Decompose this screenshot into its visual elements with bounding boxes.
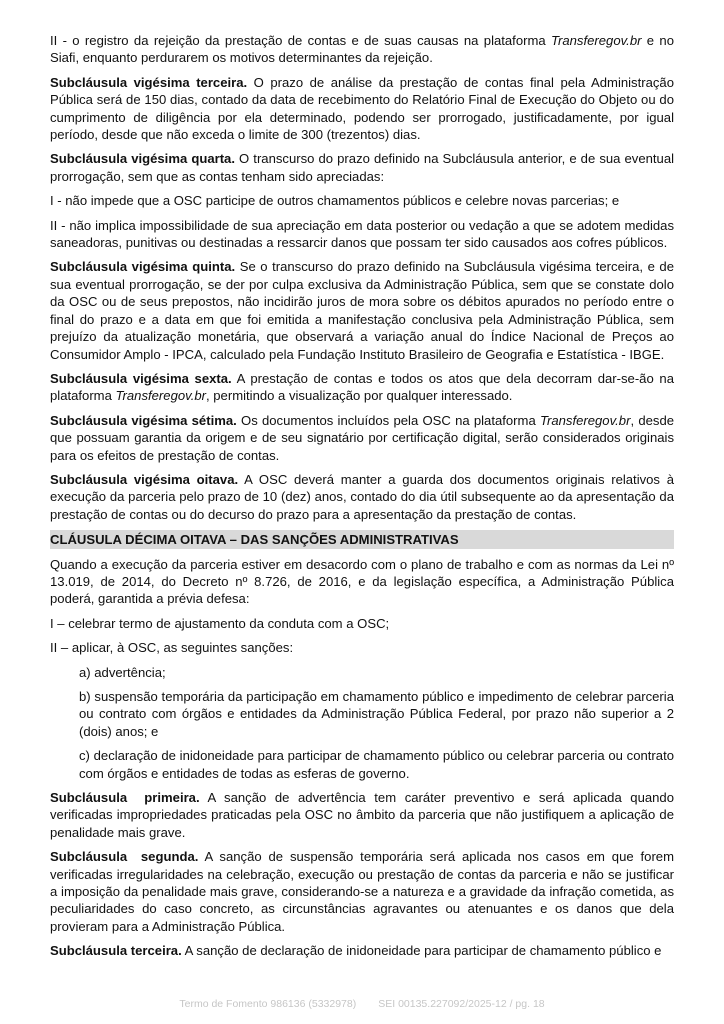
subclause-title: Subcláusula vigésima terceira. (50, 74, 248, 90)
clause-heading: CLÁUSULA DÉCIMA OITAVA – DAS SANÇÕES ADMINISTRATIVAS (50, 530, 674, 548)
subclause-first: Subcláusula primeira. A sanção de advertência tem caráter preventivo e será aplicada quando verificadas impropriedades praticadas pela OSC no âmbito da parceria que não justifiquem a aplicação de penalidade mais grave. (50, 790, 674, 840)
subclause-27: Subcláusula vigésima sétima. Os documentos incluídos pela OSC na plataforma Transferegov.br, desde que possuam garantia da origem e de seu signatário por certificação digital, serão considerados originais para os efeitos de prestação de contas. (50, 412, 675, 463)
item-ii: II - não implica impossibilidade de sua apreciação em data posterior ou vedação a que se adotem medidas saneadoras, punitivas ou destinadas a ressarcir danos que possam ter sido causados aos cofres públicos. (50, 217, 674, 251)
subclause-title: Subcláusula vigésima quarta. (50, 151, 235, 167)
footer-sei-page: SEI 00135.227092/2025-12 / pg. 18 (378, 998, 545, 1010)
sanction-item-b: b) suspensão temporária da participação em chamamento público e impedimento de celebrar parceria ou contrato com órgãos e entidades da Administração Pública Federal, por prazo não superior a 2 (dois) anos; e (79, 689, 674, 739)
subclause-title: Subcláusula vigésima quinta. (50, 259, 236, 275)
subclause-title: Subcláusula terceira. (50, 943, 182, 959)
sanction-item-a: a) advertência; (79, 664, 166, 680)
subclause-third: Subcláusula terceira. A sanção de declaração de inidoneidade para participar de chamamento público e (50, 943, 662, 959)
platform-name: Transferegov.br (539, 412, 631, 428)
subclause-23: Subcláusula vigésima terceira. O prazo de análise da prestação de contas final pela Administração Pública será de 150 dias, contado da data de recebimento do Relatório Final de Execução do Objeto ou do cumprimento de diligência por ela determinado, podendo ser prorrogado, justificadamente, por igual período, desde que não exceda o limite de 300 (trezentos) dias. (50, 74, 674, 143)
paragraph-rejection-registry: II - o registro da rejeição da prestação de contas e de suas causas na plataforma Transferegov.br e no Siafi, enquanto perdurarem os motivos determinantes da rejeição. (50, 33, 674, 66)
subclause-title: Subcláusula vigésima oitava. (50, 471, 239, 487)
subclause-second: Subcláusula segunda. A sanção de suspensão temporária será aplicada nos casos em que forem verificadas irregularidades na celebração, execução ou prestação de contas da parceria e não se justificar a imposição da penalidade mais grave, considerando-se a natureza e a gravidade da infração cometida, as peculiaridades do caso concreto, as circunstâncias agravantes ou atenuantes e os danos que dela provieram para a Administração Pública. (50, 849, 674, 934)
sanction-option-ii: II – aplicar, à OSC, as seguintes sanções: (50, 640, 294, 656)
subclause-title: Subcláusula vigésima sexta. (50, 370, 232, 386)
subclause-25: Subcláusula vigésima quinta. Se o transcurso do prazo definido na Subcláusula vigésima terceira, e de sua eventual prorrogação, se der por culpa exclusiva da Administração Pública, sem que se constate dolo da OSC ou de seus prepostos, não incidirão juros de mora sobre os débitos apurados no período entre o final do prazo e a data em que foi emitida a manifestação conclusiva pela Administração Pública, sem prejuízo da atualização monetária, que observará a variação anual do Índice Nacional de Preços ao Consumidor Amplo - IPCA, calculado pela Fundação Instituto Brasileiro de Geografia e Estatística - IBGE. (50, 259, 674, 362)
subclause-title: Subcláusula primeira. (50, 790, 200, 806)
platform-name: Transferegov.br (550, 33, 642, 48)
subclause-title: Subcláusula segunda. (50, 849, 199, 865)
sanction-option-i: I – celebrar termo de ajustamento da conduta com a OSC; (50, 615, 390, 631)
subclause-title: Subcláusula vigésima sétima. (50, 412, 237, 428)
platform-name: Transferegov.br (115, 388, 206, 404)
sanctions-intro: Quando a execução da parceria estiver em desacordo com o plano de trabalho e com as normas da Lei nº 13.019, de 2014, do Decreto nº 8.726, de 2016, e da legislação específica, a Administração Pública poderá, garantida a prévia defesa: (50, 556, 674, 607)
subclause-28: Subcláusula vigésima oitava. A OSC deverá manter a guarda dos documentos originais relativos à execução da parceria pelo prazo de 10 (dez) anos, contado do dia útil subsequente ao da apresentação da prestação de contas ou do decurso do prazo para a apresentação da prestação de contas. (50, 471, 675, 522)
sanction-item-c: c) declaração de inidoneidade para participar de chamamento público ou celebrar parceria ou contrato com órgãos e entidades de todas as esferas de governo. (79, 748, 674, 781)
item-i: I - não impede que a OSC participe de outros chamamentos públicos e celebre novas parcerias; e (50, 193, 620, 209)
subclause-24: Subcláusula vigésima quarta. O transcurso do prazo definido na Subcláusula anterior, e de sua eventual prorrogação, sem que as contas tenham sido apreciadas: (50, 151, 675, 184)
footer-document-id: Termo de Fomento 986136 (5332978) (179, 998, 357, 1010)
subclause-26: Subcláusula vigésima sexta. A prestação de contas e todos os atos que dela decorram dar-se-ão na plataforma Transferegov.br, permitindo a visualização por qualquer interessado. (50, 370, 675, 404)
page-footer (0, 998, 724, 1010)
